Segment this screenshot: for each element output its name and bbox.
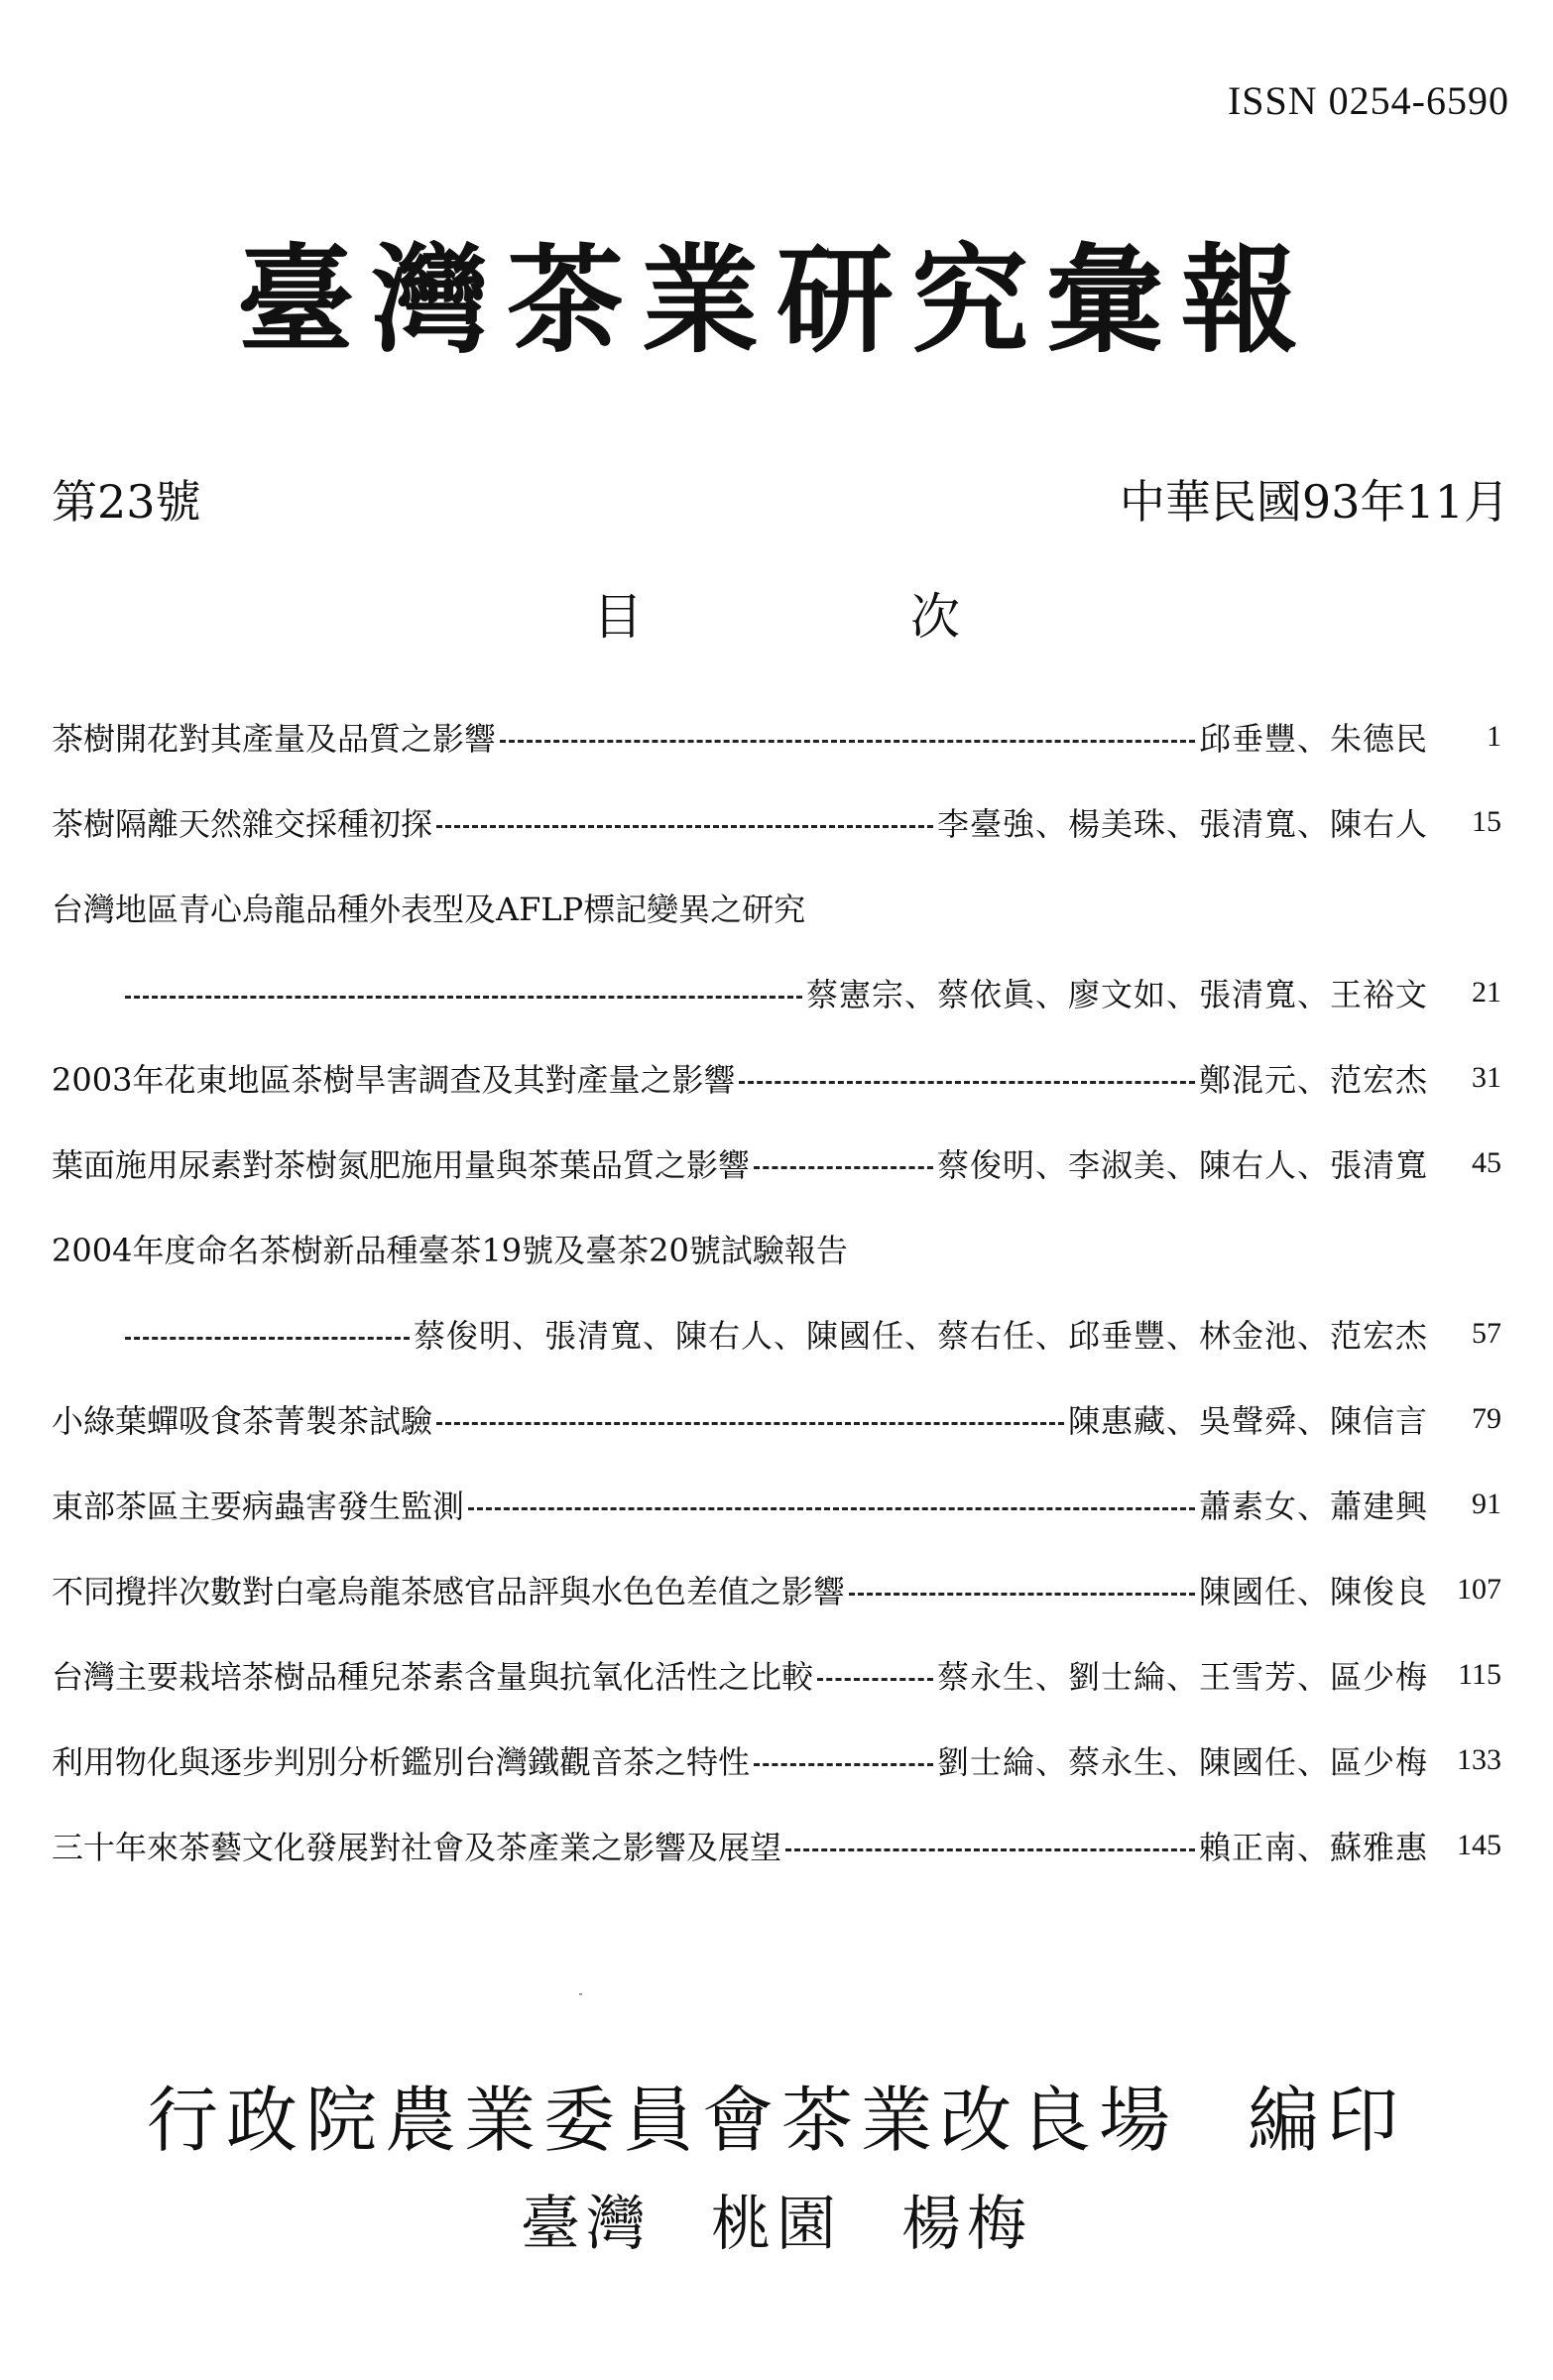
entry-page: 91 xyxy=(1472,1488,1501,1520)
toc-line xyxy=(52,950,1501,1035)
toc-line xyxy=(52,1632,1501,1718)
issn-number: ISSN 0254-6590 xyxy=(1227,78,1509,123)
entry-title: 不同攪拌次數對白毫烏龍茶感官品評與水色色差值之影響 xyxy=(52,1573,846,1610)
toc-entry xyxy=(52,1206,1501,1376)
toc-entry xyxy=(52,1035,1501,1121)
entry-title: 葉面施用尿素對茶樹氮肥施用量與茶葉品質之影響 xyxy=(52,1146,751,1184)
toc-entry xyxy=(52,1718,1501,1803)
toc-entry xyxy=(52,1121,1501,1206)
entry-title: 2004年度命名茶樹新品種臺茶19號及臺茶20號試驗報告 xyxy=(52,1232,848,1269)
dot-leader xyxy=(739,1081,1195,1084)
journal-title: 臺灣茶業研究彙報 xyxy=(236,231,1316,369)
entry-title: 茶樹開花對其產量及品質之影響 xyxy=(52,720,497,758)
toc-line xyxy=(52,779,1501,865)
toc-line xyxy=(52,1206,1501,1291)
entry-authors: 蔡憲宗、蔡依眞、廖文如、張清寬、王裕文 xyxy=(805,976,1428,1013)
toc-entry xyxy=(52,1547,1501,1632)
entry-authors: 蔡俊明、李淑美、陳右人、張清寬 xyxy=(936,1146,1428,1184)
entry-page: 1 xyxy=(1487,720,1501,753)
toc-line xyxy=(52,1121,1501,1206)
publisher-action: 編印 xyxy=(1248,2079,1407,2162)
entry-page: 79 xyxy=(1472,1402,1501,1435)
entry-title: 茶樹隔離天然雜交採種初探 xyxy=(52,805,433,843)
entry-title: 台灣地區青心烏龍品種外表型及AFLP標記變異之研究 xyxy=(52,891,806,928)
dot-leader xyxy=(468,1507,1195,1510)
toc-entry xyxy=(52,1376,1501,1462)
dot-leader xyxy=(817,1678,933,1681)
toc-heading: 目 次 xyxy=(593,588,1069,646)
toc-entry xyxy=(52,1462,1501,1547)
dot-leader xyxy=(754,1166,933,1169)
dot-leader xyxy=(125,996,802,999)
entry-title: 小綠葉蟬吸食茶菁製茶試驗 xyxy=(52,1402,433,1440)
entry-title: 利用物化與逐步判別分析鑑別台灣鐵觀音茶之特性 xyxy=(52,1743,751,1781)
entry-page: 107 xyxy=(1457,1573,1501,1606)
dot-leader xyxy=(849,1593,1195,1596)
entry-title: 2003年花東地區茶樹旱害調查及其對產量之影響 xyxy=(52,1061,736,1099)
toc-entry xyxy=(52,865,1501,1035)
dot-leader xyxy=(436,825,933,828)
toc-line xyxy=(52,694,1501,779)
dot-leader xyxy=(500,740,1195,743)
location-country: 臺灣 xyxy=(521,2190,652,2259)
table-of-contents xyxy=(52,694,1501,1888)
dot-leader xyxy=(785,1848,1195,1851)
entry-page: 31 xyxy=(1472,1061,1501,1094)
toc-line xyxy=(52,1376,1501,1462)
entry-authors: 劉士綸、蔡永生、陳國任、區少梅 xyxy=(936,1743,1428,1781)
entry-title: 台灣主要栽培茶樹品種兒茶素含量與抗氧化活性之比較 xyxy=(52,1658,814,1696)
issue-number: 第23號 xyxy=(52,475,201,529)
toc-entry xyxy=(52,694,1501,779)
entry-authors: 陳國任、陳俊良 xyxy=(1198,1573,1428,1610)
entry-authors: 鄭混元、范宏杰 xyxy=(1198,1061,1428,1099)
toc-entry xyxy=(52,1803,1501,1888)
entry-authors: 邱垂豐、朱德民 xyxy=(1198,720,1428,758)
dot-leader xyxy=(754,1763,933,1766)
scan-speck xyxy=(579,1993,582,1995)
location-town: 楊梅 xyxy=(901,2190,1032,2259)
toc-line xyxy=(52,1803,1501,1888)
toc-line xyxy=(52,1718,1501,1803)
publisher-line xyxy=(0,2063,1553,2166)
dot-leader xyxy=(125,1337,410,1340)
issue-info-row xyxy=(52,466,1509,532)
dot-leader xyxy=(436,1422,1064,1425)
toc-line xyxy=(52,1291,1501,1376)
entry-page: 115 xyxy=(1458,1658,1501,1691)
entry-authors: 蕭素女、蕭建興 xyxy=(1198,1488,1428,1525)
entry-page: 45 xyxy=(1472,1146,1501,1179)
entry-authors: 李臺強、楊美珠、張清寬、陳右人 xyxy=(936,805,1428,843)
entry-authors: 賴正南、蘇雅惠 xyxy=(1198,1829,1428,1866)
toc-line xyxy=(52,1547,1501,1632)
entry-authors: 蔡俊明、張清寬、陳右人、陳國任、蔡右任、邱垂豐、林金池、范宏杰 xyxy=(413,1317,1428,1355)
toc-line xyxy=(52,1035,1501,1121)
entry-title: 三十年來茶藝文化發展對社會及茶產業之影響及展望 xyxy=(52,1829,782,1866)
entry-page: 21 xyxy=(1472,976,1501,1009)
entry-authors: 蔡永生、劉士綸、王雪芳、區少梅 xyxy=(936,1658,1428,1696)
entry-title: 東部茶區主要病蟲害發生監測 xyxy=(52,1488,465,1525)
entry-authors: 陳惠藏、吳聲舜、陳信言 xyxy=(1067,1402,1428,1440)
toc-line xyxy=(52,1462,1501,1547)
entry-page: 15 xyxy=(1472,805,1501,838)
toc-entry xyxy=(52,779,1501,865)
toc-entry xyxy=(52,1632,1501,1718)
location-line xyxy=(0,2177,1553,2262)
entry-page: 57 xyxy=(1472,1317,1501,1350)
entry-page: 133 xyxy=(1457,1743,1501,1776)
entry-page: 145 xyxy=(1457,1829,1501,1861)
publisher-name: 行政院農業委員會茶業改良場 xyxy=(146,2079,1178,2162)
toc-line xyxy=(52,865,1501,950)
location-county: 桃園 xyxy=(711,2190,842,2259)
publication-date: 中華民國93年11月 xyxy=(1119,475,1509,529)
